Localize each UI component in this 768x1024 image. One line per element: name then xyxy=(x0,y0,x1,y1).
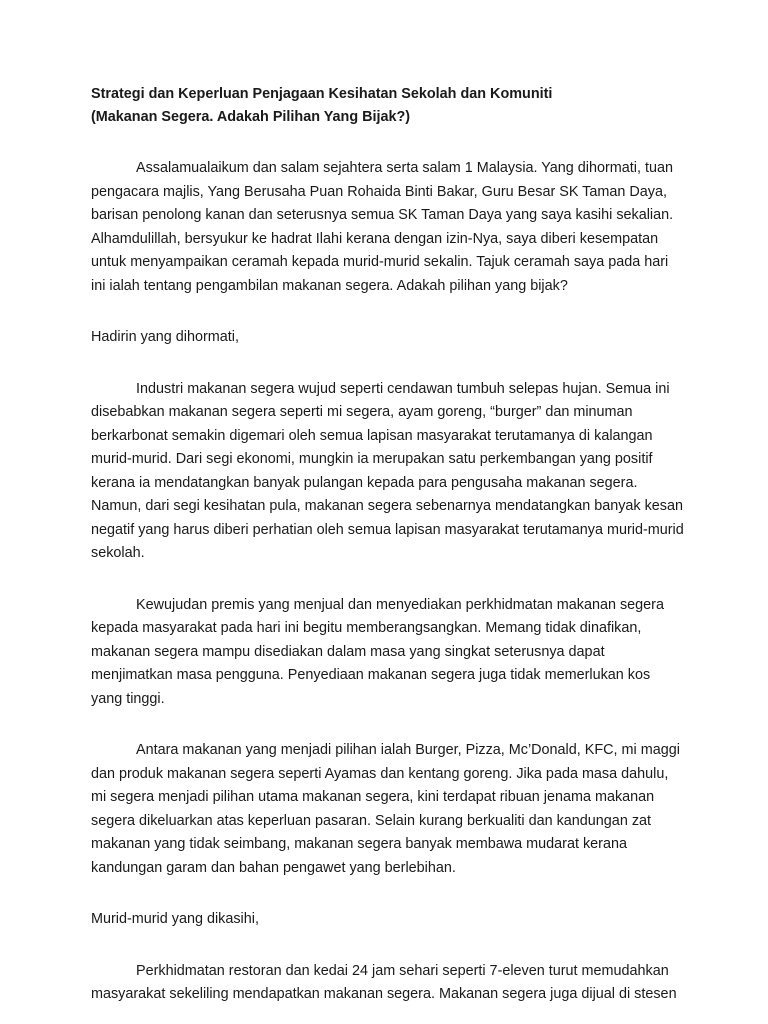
paragraph-line: Assalamualaikum dan salam sejahtera serta salam 1 Malaysia. Yang dihormati, tuan xyxy=(136,160,673,176)
paragraph-line: kepada masyarakat pada hari ini begitu memberangsangkan. Memang tidak dinafikan, xyxy=(91,620,642,636)
paragraph-services xyxy=(91,960,691,1007)
document-page xyxy=(91,83,691,1007)
paragraph-premises xyxy=(91,594,691,712)
paragraph-line: menjimatkan masa pengguna. Penyediaan makanan segera juga tidak memerlukan kos xyxy=(91,667,651,683)
paragraph-line: barisan penolong kanan dan seterusnya semua SK Taman Daya yang saya kasihi sekalian. xyxy=(91,207,674,223)
paragraph-line: berkarbonat semakin digemari oleh semua lapisan masyarakat terutamanya di kalangan xyxy=(91,427,653,444)
paragraph-line: murid-murid. Dari segi ekonomi, mungkin ia merupakan satu perkembangan yang positif xyxy=(91,451,653,467)
paragraph-line: Kewujudan premis yang menjual dan menyediakan perkhidmatan makanan segera xyxy=(136,596,664,613)
paragraph-line: dan produk makanan segera seperti Ayamas dan kentang goreng. Jika pada masa dahulu, xyxy=(91,765,669,782)
salutation-audience: Hadirin yang dihormati, xyxy=(91,329,239,345)
paragraph-line: pengacara majlis, Yang Berusaha Puan Rohaida Binti Bakar, Guru Besar SK Taman Daya, xyxy=(91,183,667,200)
paragraph-line: disebabkan makanan segera seperti mi segera, ayam goreng, “burger” dan minuman xyxy=(91,404,633,420)
salutation-students: Murid-murid yang dikasihi, xyxy=(91,911,259,927)
paragraph-line: makanan yang tidak seimbang, makanan segera banyak membawa mudarat kerana xyxy=(91,836,627,852)
paragraph-line: sekolah. xyxy=(91,545,145,561)
document-subtitle: (Makanan Segera. Adakah Pilihan Yang Bijak?) xyxy=(91,109,411,125)
paragraph-line: Perkhidmatan restoran dan kedai 24 jam sehari seperti 7-eleven turut memudahkan xyxy=(136,962,669,979)
paragraph-line: ini ialah tentang pengambilan makanan segera. Adakah pilihan yang bijak? xyxy=(91,277,568,294)
paragraph-line: untuk menyampaikan ceramah kepada murid-murid sekalin. Tajuk ceramah saya pada hari xyxy=(91,254,669,270)
paragraph-choices xyxy=(91,739,691,880)
paragraph-line: Industri makanan segera wujud seperti cendawan tumbuh selepas hujan. Semua ini xyxy=(136,380,670,397)
paragraph-line: Alhamdulillah, bersyukur ke hadrat Ilahi kerana dengan izin-Nya, saya diberi kesempatan xyxy=(91,230,659,247)
paragraph-line: Namun, dari segi kesihatan pula, makanan segera sebenarnya mendatangkan banyak kesan xyxy=(91,498,683,514)
paragraph-industry xyxy=(91,378,691,566)
paragraph-line: yang tinggi. xyxy=(91,690,165,707)
paragraph-line: mi segera menjadi pilihan utama makanan segera, kini terdapat ribuan jenama makanan xyxy=(91,789,655,805)
paragraph-line: masyarakat sekeliling mendapatkan makanan segera. Makanan segera juga dijual di stesen xyxy=(91,986,677,1002)
paragraph-line: kandungan garam dan bahan pengawet yang berlebihan. xyxy=(91,859,456,876)
paragraph-line: kerana ia mendatangkan banyak pulangan kepada para pengusaha makanan segera. xyxy=(91,474,638,491)
document-title: Strategi dan Keperluan Penjagaan Kesihatan Sekolah dan Komuniti xyxy=(91,86,553,102)
paragraph-opening xyxy=(91,157,691,298)
paragraph-line: Antara makanan yang menjadi pilihan ialah Burger, Pizza, Mc’Donald, KFC, mi maggi xyxy=(136,742,680,758)
paragraph-line: segera dikeluarkan atas keperluan pasaran. Selain kurang berkualiti dan kandungan zat xyxy=(91,812,652,829)
paragraph-line: negatif yang harus diberi perhatian oleh semua lapisan masyarakat terutamanya murid-murid xyxy=(91,521,684,538)
paragraph-line: makanan segera mampu disediakan dalam masa yang singkat seterusnya dapat xyxy=(91,643,605,660)
